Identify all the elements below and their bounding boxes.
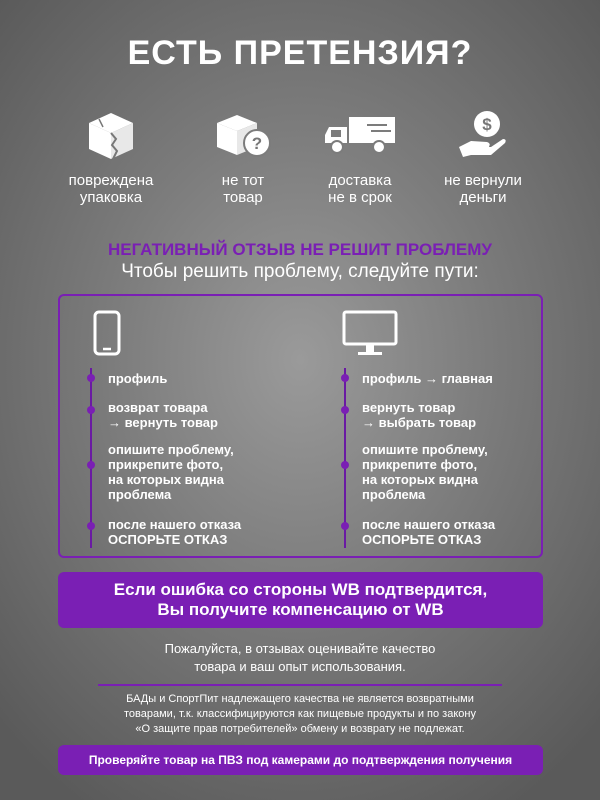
compensation-banner: Если ошибка со стороны WB подтвердится, Вы получите компенсацию от WB xyxy=(58,572,543,628)
negative-review-headline: НЕГАТИВНЫЙ ОТЗЫВ НЕ РЕШИТ ПРОБЛЕМУ xyxy=(107,240,493,259)
svg-text:?: ? xyxy=(251,134,263,153)
mobile-step: профиль xyxy=(108,371,168,386)
desktop-step: опишите проблему, прикрепите фото, на которых видна проблема xyxy=(362,442,488,502)
damaged-box-icon xyxy=(51,108,171,162)
timeline-dot xyxy=(87,522,95,530)
timeline-dot xyxy=(341,522,349,530)
issue-list xyxy=(0,108,600,208)
page-title: ЕСТЬ ПРЕТЕНЗИЯ? xyxy=(127,34,473,72)
issue-late-delivery xyxy=(300,108,420,206)
desktop-step: вернуть товар → выбрать товар xyxy=(362,400,477,430)
timeline-dot xyxy=(341,406,349,414)
timeline-line xyxy=(344,368,346,548)
timeline-dot xyxy=(341,461,349,469)
timeline-dot xyxy=(87,374,95,382)
mobile-column xyxy=(60,296,280,556)
smartphone-icon xyxy=(93,310,121,361)
issue-label: не вернули деньги xyxy=(444,172,522,206)
mobile-step: возврат товара → вернуть товар xyxy=(108,400,218,430)
monitor-icon xyxy=(342,310,398,363)
hand-money-icon xyxy=(423,108,543,162)
issue-label: не тот товар xyxy=(221,172,265,206)
svg-text:$: $ xyxy=(482,115,492,134)
instructions-subheadline: Чтобы решить проблему, следуйте пути: xyxy=(121,261,479,282)
timeline-line xyxy=(90,368,92,548)
issue-label: повреждена упаковка xyxy=(68,172,154,206)
instructions-frame xyxy=(58,294,543,558)
box-question-icon xyxy=(183,108,303,162)
review-request-text: Пожалуйста, в отзывах оценивайте качество товара и ваш опыт использования. xyxy=(164,641,436,674)
timeline-dot xyxy=(87,461,95,469)
legal-note: БАДы и СпортПит надлежащего качества не является возвратными товарами, т.к. классифицируются как пищевые продукты и по закону «О защите прав потребителей» обмену и возврату не подлежат. xyxy=(124,693,476,735)
delivery-truck-icon xyxy=(300,108,420,162)
issue-wrong-item xyxy=(183,108,303,206)
issue-money-not-returned xyxy=(423,108,543,206)
issue-damaged-packaging xyxy=(51,108,171,206)
timeline-dot xyxy=(87,406,95,414)
divider xyxy=(98,684,502,686)
pickup-check-banner: Проверяйте товар на ПВЗ под камерами до подтверждения получения xyxy=(58,745,543,775)
mobile-step: после нашего отказа ОСПОРЬТЕ ОТКАЗ xyxy=(108,517,242,547)
mobile-step: опишите проблему, прикрепите фото, на которых видна проблема xyxy=(108,442,234,502)
desktop-step: после нашего отказа ОСПОРЬТЕ ОТКАЗ xyxy=(362,517,496,547)
issue-label: доставка не в срок xyxy=(328,172,392,206)
timeline-dot xyxy=(341,374,349,382)
desktop-column xyxy=(314,296,534,556)
desktop-step: профиль → главная xyxy=(362,371,493,386)
